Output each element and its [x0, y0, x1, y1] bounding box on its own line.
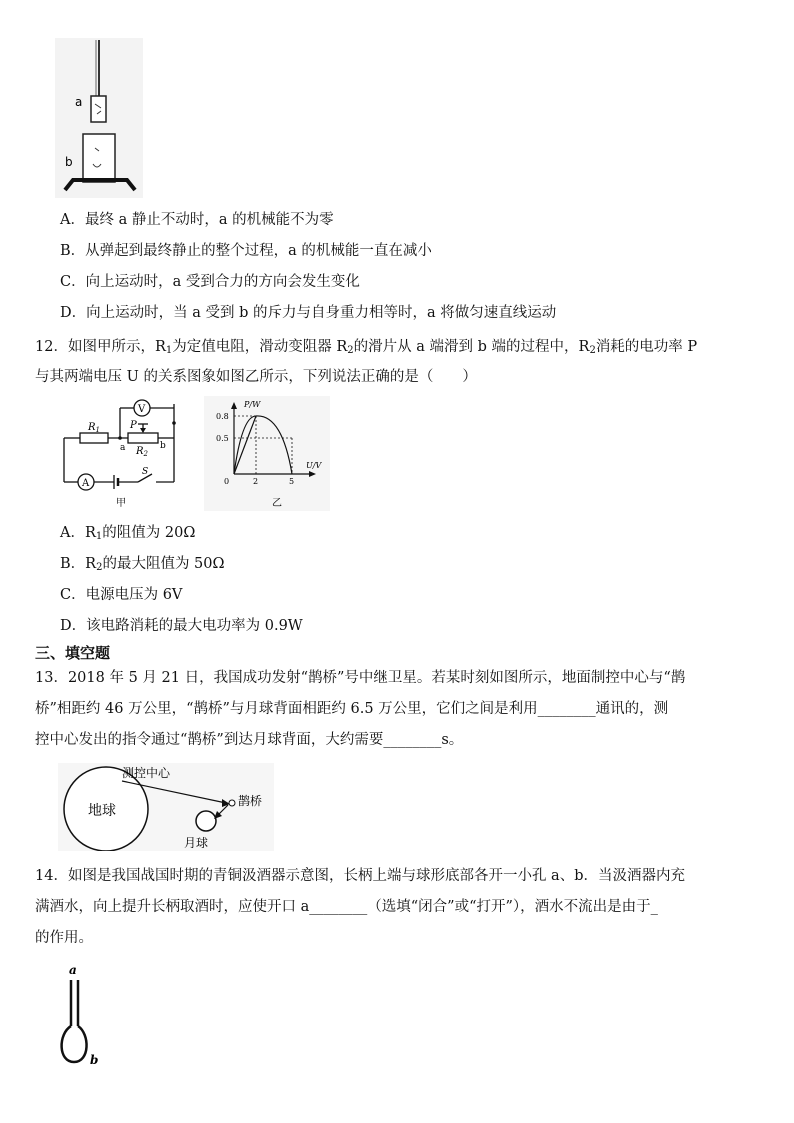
label-moon: 月球	[184, 836, 209, 850]
section-title: 三、填空题	[35, 644, 111, 662]
q14-line2: 满酒水，向上提升长柄取酒时，应使开口 a________（选填“闭合”或“打开”），酒水不流出是由于_	[35, 899, 658, 915]
label-a: a	[75, 95, 83, 109]
q11-option-d: D．向上运动时，当 a 受到 b 的斥力与自身重力相等时，a 将做匀速直线运动	[60, 305, 557, 321]
magnet-b	[83, 134, 115, 182]
r1-label: $R_1$	[88, 422, 100, 434]
power-voltage-graph	[204, 396, 330, 511]
end-b-label: b	[160, 441, 166, 451]
q14-line3: 的作用。	[35, 930, 93, 946]
graph-xlabel: U/V	[306, 461, 322, 470]
label-control-center: 测控中心	[122, 766, 171, 780]
q12-option-d: D．该电路消耗的最大电功率为 0.9W	[60, 618, 303, 634]
q11-option-b: B．从弹起到最终静止的整个过程，a 的机械能一直在减小	[60, 243, 432, 259]
x-tick-2: 2	[253, 477, 259, 486]
end-a-label: a	[120, 443, 126, 453]
q12-option-a: A．$R_1$的阻值为 20Ω	[60, 525, 196, 542]
wine-scoop-figure	[56, 960, 106, 1068]
y-tick-0.8: 0.8	[216, 412, 229, 421]
q12-stem-line2: 与其两端电压 U 的关系图象如图乙所示，下列说法正确的是（ ）	[35, 369, 477, 385]
label-a: a	[69, 963, 77, 977]
label-earth: 地球	[88, 803, 116, 819]
label-queqiao: 鹊桥	[238, 794, 263, 808]
q12-stem-line1: 12．如图甲所示，$R_1$为定值电阻，滑动变阻器 $R_2$的滑片从 a 端滑到 b 端的过程中，$R_2$消耗的电功率 P	[35, 339, 698, 356]
q11-option-c: C．向上运动时，a 受到合力的方向会发生变化	[60, 274, 360, 290]
label-b: b	[65, 155, 73, 169]
r2-label: $R_2$	[136, 446, 148, 458]
x-tick-0: 0	[224, 477, 230, 486]
q13-line2: 桥”相距约 46 万公里，“鹊桥”与月球背面相距约 6.5 万公里，它们之间是利用________通讯的，测	[35, 701, 669, 717]
y-tick-0.5: 0.5	[216, 434, 229, 443]
circuit-caption: 甲	[116, 498, 126, 509]
q13-line1: 13．2018 年 5 月 21 日，我国成功发射“鹊桥”号中继卫星。若某时刻如图所示，地面制控中心与“鹊	[35, 670, 686, 686]
voltmeter-label: V	[138, 404, 146, 415]
switch-label: S	[142, 467, 149, 477]
circuit-diagram	[58, 396, 186, 511]
magnet-a	[91, 96, 106, 122]
q13-line3: 控中心发出的指令通过“鹊桥”到达月球背面，大约需要________s。	[35, 732, 464, 748]
q12-option-c: C．电源电压为 6V	[60, 587, 183, 603]
earth-moon-figure	[58, 763, 274, 851]
ammeter-label: A	[82, 478, 90, 489]
slider-label: P	[130, 420, 137, 431]
graph-caption: 乙	[272, 498, 282, 509]
graph-ylabel: P/W	[244, 400, 261, 409]
q14-line1: 14．如图是我国战国时期的青铜汲酒器示意图，长柄上端与球形底部各开一小孔 a、b．当汲酒器内充	[35, 868, 685, 884]
magnet-figure	[55, 38, 143, 198]
q11-option-a: A．最终 a 静止不动时，a 的机械能不为零	[60, 212, 334, 228]
q12-option-b: B．$R_2$的最大阻值为 50Ω	[60, 556, 225, 573]
x-tick-5: 5	[289, 477, 295, 486]
label-b: b	[90, 1053, 99, 1067]
